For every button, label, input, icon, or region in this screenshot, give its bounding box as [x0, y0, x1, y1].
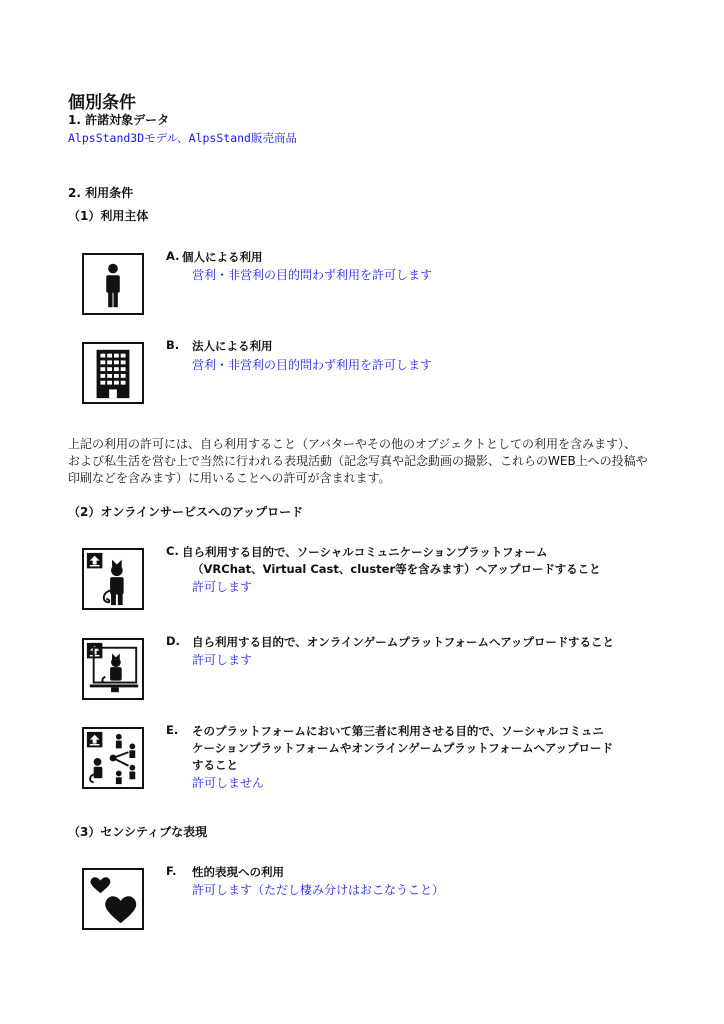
upload-share-icon: [82, 727, 144, 789]
item-c-title-line2: （VRChat、Virtual Cast、cluster等を含みます）へアップロードすること: [192, 562, 601, 576]
target-data-value: AlpsStand3Dモデル、AlpsStand販売商品: [68, 131, 297, 145]
item-a-title: 個人による利用: [182, 250, 263, 264]
upload-social-icon: [82, 548, 144, 610]
building-icon: [82, 342, 144, 404]
item-f-title: 性的表現への利用: [192, 865, 284, 879]
section2-title: 2. 利用条件: [68, 186, 134, 200]
note-line-1: 上記の利用の許可には、自ら利用すること（アバターやその他のオブジェクトとしての利用を含みます）、: [68, 437, 636, 451]
item-c-letter: C.: [166, 544, 179, 558]
item-b-letter: B.: [166, 338, 180, 352]
upload-game-icon: [82, 638, 144, 700]
sub2-title: （2）オンラインサービスへのアップロード: [68, 505, 304, 519]
item-d-letter: D.: [166, 634, 180, 648]
item-f-value: 許可します（ただし棲み分けはおこなうこと）: [192, 883, 445, 897]
item-e-title-line1: そのプラットフォームにおいて第三者に利用させる目的で、ソーシャルコミュニ: [192, 724, 604, 738]
item-b-title: 法人による利用: [192, 339, 273, 353]
item-e-title-line2: ケーションプラットフォームやオンラインゲームプラットフォームへアップロード: [192, 741, 614, 755]
note-line-2: および私生活を営む上で当然に行われる表現活動（記念写真や記念動画の撮影、これらのWEB上への投稿や: [68, 454, 648, 468]
person-icon: [82, 253, 144, 315]
sub3-title: （3）センシティブな表現: [68, 825, 208, 839]
item-c-value: 許可します: [192, 580, 253, 594]
item-e-letter: E.: [166, 723, 179, 737]
item-e-title-line3: すること: [192, 758, 238, 772]
page-title: 個別条件: [68, 93, 136, 113]
item-e-value: 許可しません: [192, 776, 265, 790]
item-c-title-line1: 自ら利用する目的で、ソーシャルコミュニケーションプラットフォーム: [182, 545, 548, 559]
item-a-value: 営利・非営利の目的問わず利用を許可します: [192, 268, 433, 282]
sub1-title: （1）利用主体: [68, 209, 149, 223]
item-a-letter: A.: [166, 249, 180, 263]
item-d-title-line1: 自ら利用する目的で、オンラインゲームプラットフォームへアップロードすること: [192, 635, 615, 649]
note-line-3: 印刷などを含みます）に用いることへの許可が含まれます。: [68, 471, 391, 485]
section1-title: 1. 許諾対象データ: [68, 113, 170, 127]
hearts-icon: [82, 868, 144, 930]
item-d-value: 許可します: [192, 653, 253, 667]
item-f-letter: F.: [166, 864, 177, 878]
item-b-value: 営利・非営利の目的問わず利用を許可します: [192, 358, 433, 372]
